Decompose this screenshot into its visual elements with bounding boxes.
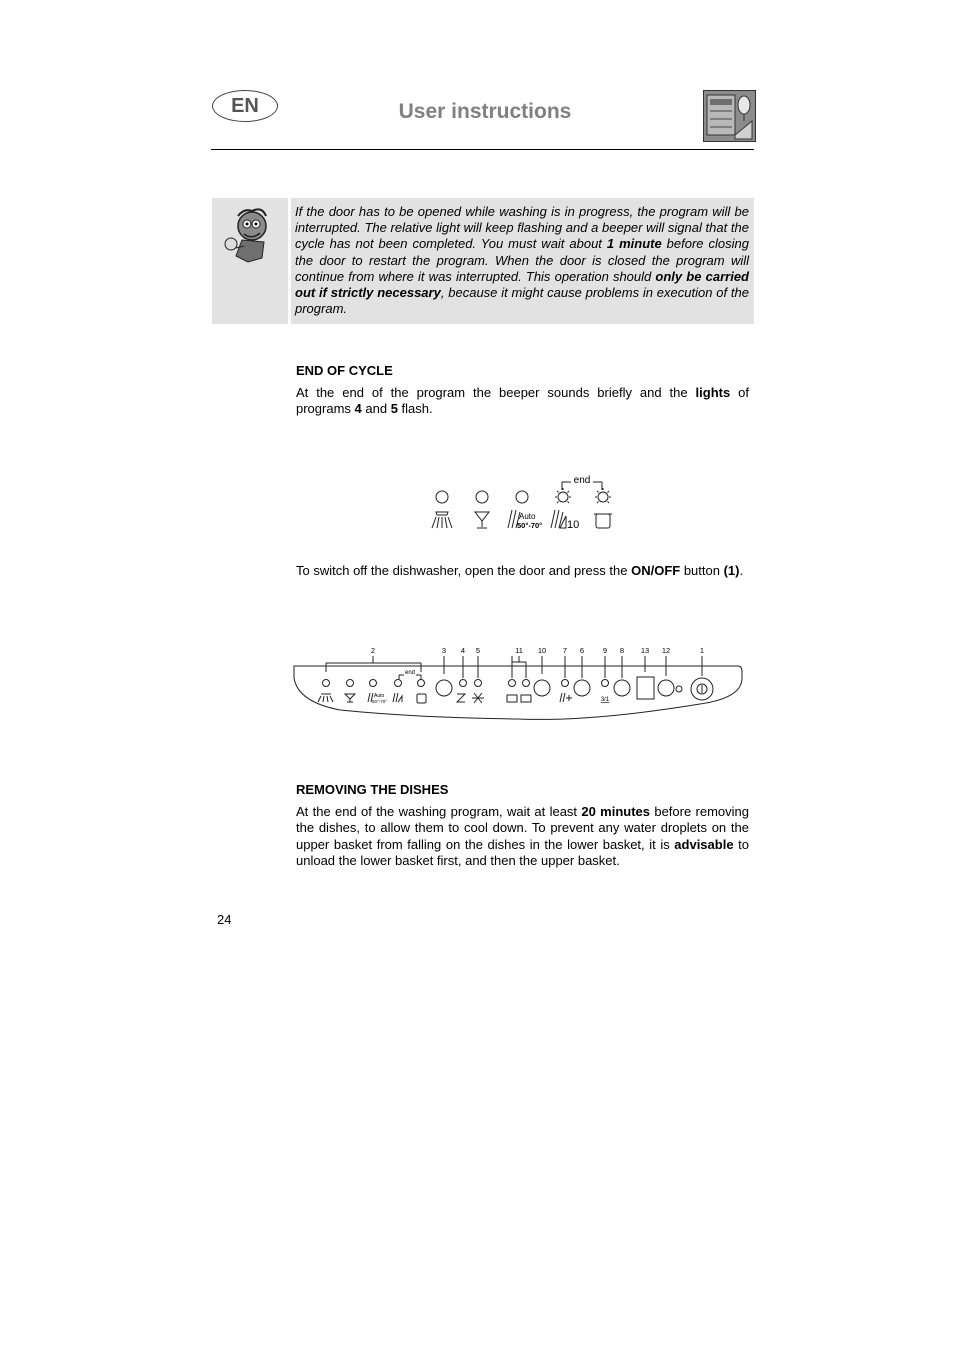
emphasis-text: only be carried out if strictly necessary bbox=[295, 268, 749, 301]
callout-label: 13 bbox=[640, 646, 650, 655]
callout-label: 3 bbox=[441, 646, 447, 655]
end-label: end bbox=[573, 475, 591, 486]
text-run: of programs bbox=[296, 385, 749, 417]
intensive-spray-icon bbox=[432, 512, 452, 528]
fraction-label: 3/1 bbox=[600, 697, 610, 703]
warning-text bbox=[291, 198, 754, 324]
pot-icon bbox=[594, 514, 612, 528]
control-panel-diagram bbox=[290, 642, 746, 722]
text-run: , because it might cause problems in execution of the program. bbox=[295, 285, 749, 317]
text-run: flash. bbox=[397, 401, 433, 417]
temp-label: 50°-70° bbox=[372, 699, 388, 704]
removing-dishes-text bbox=[296, 804, 749, 869]
emphasis-text: 1 minute bbox=[606, 236, 662, 252]
panel-button bbox=[534, 680, 550, 696]
text-run: before closing the door to restart the program. When the door is closed the program will continue from where it was interrupted. This operation should bbox=[295, 236, 749, 284]
end-label: end bbox=[404, 670, 416, 676]
clock-icon bbox=[676, 686, 682, 692]
light-indicator bbox=[436, 491, 448, 503]
eco-label: 10 bbox=[567, 519, 580, 531]
auto-label: Auto bbox=[374, 693, 385, 699]
callout-label: 11 bbox=[515, 646, 523, 655]
header-divider bbox=[211, 149, 754, 150]
cartoon-character-icon bbox=[222, 206, 280, 266]
end-of-cycle-text bbox=[296, 385, 749, 418]
dishwasher-image bbox=[703, 90, 756, 142]
callout-label: 6 bbox=[579, 646, 585, 655]
warning-icon-cell bbox=[212, 198, 288, 324]
panel-button bbox=[658, 680, 674, 696]
callout-label: 12 bbox=[661, 646, 671, 655]
display-window bbox=[637, 677, 654, 699]
auto-label: Auto bbox=[519, 512, 536, 521]
language-badge: EN bbox=[212, 90, 278, 122]
text-run: At the end of the washing program, wait at least bbox=[296, 804, 582, 819]
text-run: to unload the lower basket first, and then the upper basket. bbox=[296, 836, 749, 868]
emphasis-text: advisable bbox=[674, 836, 734, 852]
page-number: 24 bbox=[217, 912, 232, 927]
panel-button bbox=[614, 680, 630, 696]
text-run: To switch off the dishwasher, open the door and press the bbox=[296, 563, 632, 578]
flashing-light-indicator bbox=[558, 492, 568, 502]
switch-off-text bbox=[296, 563, 749, 579]
text-run: button bbox=[680, 563, 724, 578]
text-run: . bbox=[739, 563, 744, 578]
end-of-cycle-heading: END OF CYCLE bbox=[296, 363, 393, 378]
panel-button bbox=[436, 680, 452, 696]
emphasis-text: 4 bbox=[354, 401, 362, 417]
light-indicator bbox=[476, 491, 488, 503]
callout-label: 7 bbox=[562, 646, 568, 655]
glass-icon bbox=[475, 512, 489, 528]
removing-dishes-heading: REMOVING THE DISHES bbox=[296, 782, 449, 797]
text-run: If the door has to be opened while washing is in progress, the program will be interrupted. The relative light will keep flashing and a beeper will signal that the cycle has not been completed. You must wait about bbox=[295, 204, 749, 252]
panel-button bbox=[574, 680, 590, 696]
light-indicator bbox=[516, 491, 528, 503]
eco-program-icon bbox=[551, 510, 566, 528]
callout-labels bbox=[371, 646, 704, 655]
emphasis-text: lights bbox=[695, 385, 731, 400]
emphasis-text: (1) bbox=[723, 563, 740, 578]
callout-label: 10 bbox=[537, 646, 547, 655]
callout-label: 4 bbox=[460, 646, 466, 655]
flashing-light-indicator bbox=[598, 492, 608, 502]
page-title: User instructions bbox=[398, 100, 572, 123]
emphasis-text: 20 minutes bbox=[581, 804, 651, 819]
emphasis-text: ON/OFF bbox=[631, 563, 681, 578]
text-run: At the end of the program the beeper sounds briefly and the bbox=[296, 385, 696, 400]
warning-box bbox=[212, 198, 754, 324]
text-run: and bbox=[361, 401, 391, 417]
temp-label: 50°-70° bbox=[517, 521, 543, 530]
emphasis-text: 5 bbox=[390, 401, 398, 417]
callout-label: 1 bbox=[699, 646, 705, 655]
callout-label: 5 bbox=[475, 646, 481, 655]
text-run: before removing the dishes, to allow them to cool down. To prevent any water droplets on the upper basket from falling on the dishes in the lower basket, it is bbox=[296, 804, 749, 852]
callout-label: 2 bbox=[370, 646, 376, 655]
callout-label: 9 bbox=[602, 646, 608, 655]
program-lights-diagram bbox=[420, 470, 620, 538]
callout-label: 8 bbox=[619, 646, 625, 655]
